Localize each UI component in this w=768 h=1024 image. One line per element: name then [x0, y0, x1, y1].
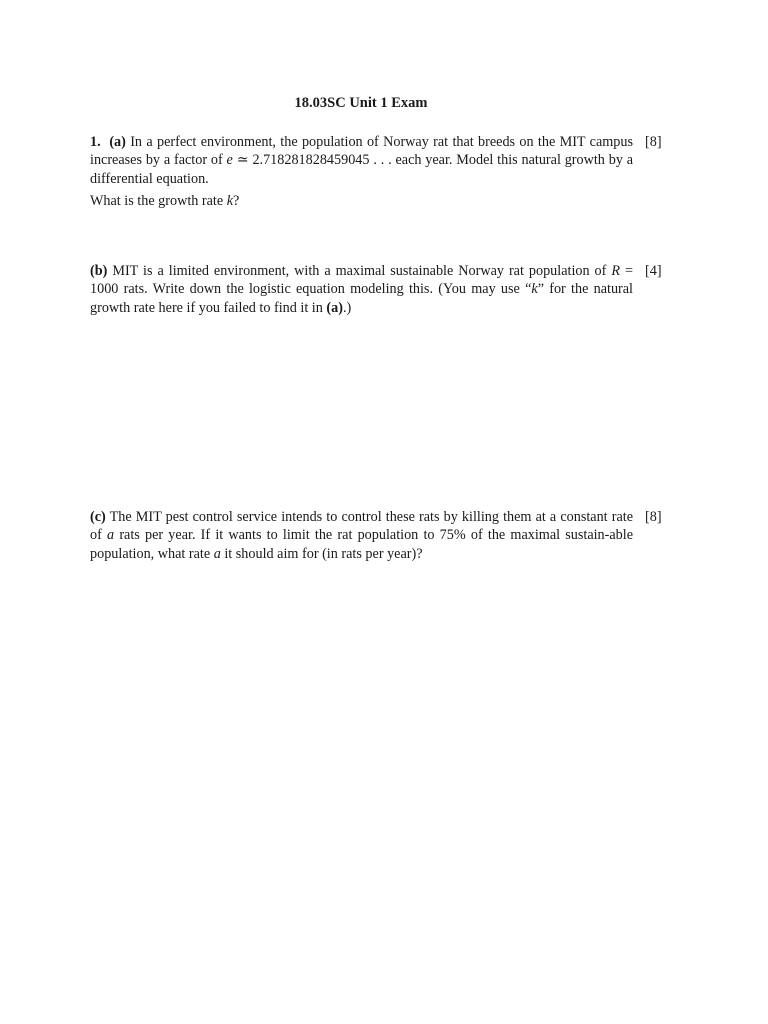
part-b-text-1: MIT is a limited environment, with a maximal sustainable Norway rat population of [112, 263, 607, 279]
part-a-question: What is the growth rate [90, 193, 224, 209]
page-title: 18.03SC Unit 1 Exam [294, 95, 428, 111]
part-b-equals: = 1000 [90, 263, 634, 298]
part-a-k: k [226, 193, 234, 209]
marks-part-c: [8] [645, 509, 662, 525]
part-b-math-r: R [611, 263, 621, 279]
question-number: 1. [90, 134, 101, 150]
part-c-a1: a [107, 527, 115, 544]
part-a-text-2: each year. Model this natural growth by a differential equation. [90, 152, 634, 187]
part-b-ref: (a) [326, 299, 343, 316]
part-c-text-2: rats per year. If it wants to limit the rat population to 75% of the maximal sustain-able population, what rate [90, 527, 634, 562]
part-b-k: k [531, 281, 538, 298]
part-b-label: (b) [90, 263, 108, 279]
part-c-a2: a [213, 545, 221, 562]
part-a-math-e: e [226, 152, 233, 169]
part-a-approx: ≃ [236, 152, 249, 169]
part-c-text-3: it should aim for (in rats per year)? [224, 545, 423, 562]
part-b-text-4: .) [342, 299, 352, 316]
part-a-text-1: In a perfect environment, the population of Norway rat that breeds on the MIT campus increases by a factor of [90, 134, 634, 169]
question-1c [90, 508, 633, 563]
part-b-text-2: rats. Write down the logistic equation modeling this. (You may use “ [123, 281, 532, 298]
question-1b [90, 262, 633, 317]
part-a-qmark: ? [233, 193, 240, 209]
part-a-value: 2.718281828459045 . . . [252, 152, 392, 169]
question-1a-sub [90, 192, 633, 210]
marks-part-b: [4] [645, 263, 662, 279]
part-a-label: (a) [109, 134, 126, 150]
marks-part-a: [8] [645, 134, 662, 150]
part-b-text-3: ” for the natural growth rate here if you failed to find it in [90, 281, 633, 316]
question-1a [90, 133, 633, 188]
part-c-text-1: The MIT pest control service intends to control these rats by killing them at a constant rate of [90, 509, 633, 544]
part-c-label: (c) [90, 509, 106, 525]
